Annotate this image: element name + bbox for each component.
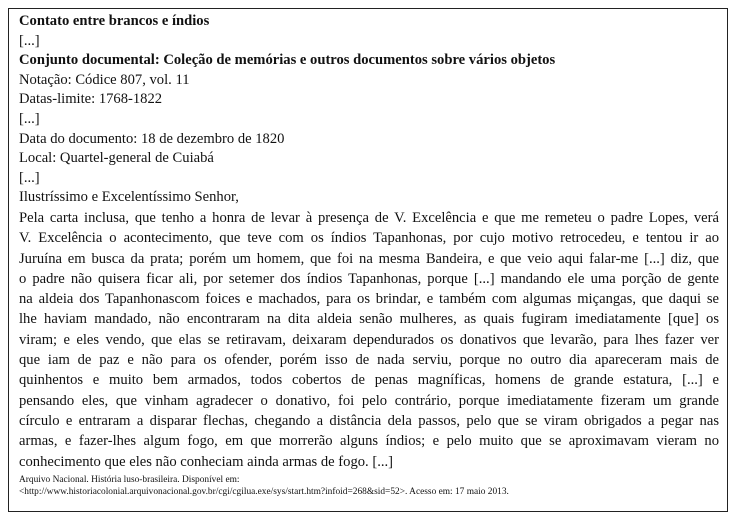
- document-date: Data do documento: 18 de dezembro de 1820: [19, 130, 285, 147]
- document-title: Contato entre brancos e índios: [19, 13, 210, 29]
- letter-line: quinhentos e muito bem armados, todos cobertos de penas magníficas, homens de grande estatura, [...] e: [19, 372, 719, 389]
- letter-line: círculo e entraram a disparar flechas, chegando a distância dela passos, pelo que se viram obrigados a pegar nas: [19, 412, 719, 429]
- collection-label: Conjunto documental: Coleção de memórias e outros documentos sobre vários objetos: [19, 52, 556, 69]
- letter-line: Pela carta inclusa, que tenho a honra de levar à presença de V. Excelência e que me remeteu o padre Lopes, verá: [19, 209, 719, 226]
- letter-line: pensando eles, que vinham agradecer o donativo, foi pelo contrário, porque imediatamente fizeram um grande: [19, 392, 719, 409]
- letter-line: na aldeia dos Tapanhonascom foices e machados, para os brindar, e também com algumas miçangas, que daqui se: [19, 291, 719, 308]
- notation: Notação: Códice 807, vol. 11: [19, 71, 190, 88]
- letter-line: lhe haviam mandado, não encontraram na dita aldeia senão mulheres, as quais fugiram imediatamente [que] os: [19, 311, 719, 328]
- letter-body: [19, 208, 719, 472]
- document-location: Local: Quartel-general de Cuiabá: [19, 150, 214, 167]
- letter-line: armas, e fazer-lhes algum fogo, em que morrerão alguns índios; e pelo muito que se aproximavam vieram no: [19, 433, 719, 450]
- source-url-line: <http://www.historiacolonial.arquivonacional.gov.br/cgi/cgilua.exe/sys/start.htm?infoid=268&sid=52>. Acesso em: 17 maio 2013.: [19, 487, 509, 498]
- letter-line: viram; e eles vendo, que elas se retiravam, deixaram dependurados os donativos que levarão, para lhes fazer ver: [19, 331, 719, 348]
- date-limits: Datas-limite: 1768-1822: [19, 91, 163, 108]
- letter-line: V. Excelência o acontecimento, que teve com os índios Tapanhonas, por cujo motivo retrocedeu, e tentou ir ao: [19, 230, 719, 247]
- ellipsis-3: [...]: [19, 169, 40, 186]
- ellipsis-2: [...]: [19, 110, 40, 127]
- letter-line: conhecimento que eles não conheciam ainda armas de fogo. [...]: [19, 453, 394, 470]
- letter-line: o padre não quisera ficar ali, por setemer dos índios Tapanhonas, porque [...] mandando ele uma porção de gente: [19, 270, 719, 287]
- letter-line: que iam de paz e não para os ofender, porém isso de nada serviu, porque no outro dia apareceram mais de: [19, 352, 719, 369]
- source-citation: [19, 474, 719, 499]
- document-frame: [8, 8, 728, 512]
- source-line: Arquivo Nacional. História luso-brasileira. Disponível em:: [19, 474, 240, 485]
- salutation: Ilustríssimo e Excelentíssimo Senhor,: [19, 189, 239, 206]
- letter-line: Juruína em busca da prata; porém um homem, que foi na mesma Bandeira, e que veio aqui falar-me [...] diz, que: [19, 250, 719, 267]
- ellipsis-1: [...]: [19, 32, 40, 49]
